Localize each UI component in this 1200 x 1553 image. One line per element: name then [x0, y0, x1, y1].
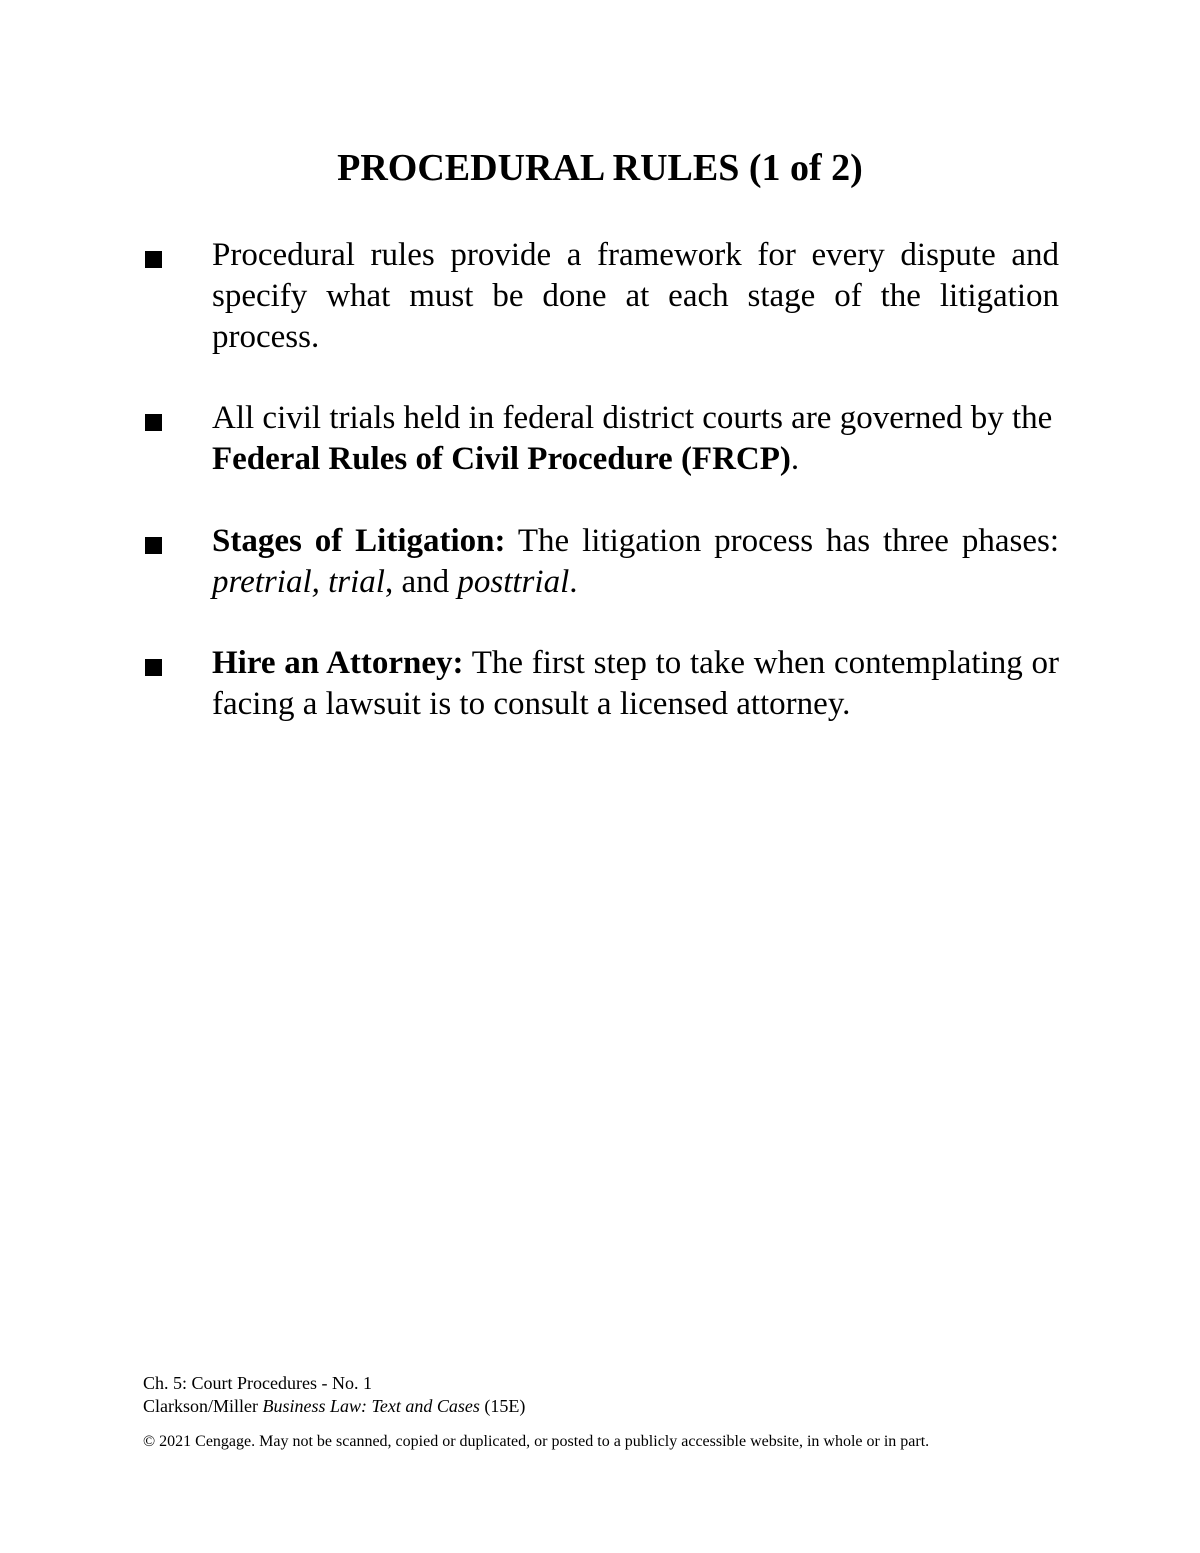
list-item [0, 521, 1200, 603]
footer-book-title: Business Law: Text and Cases [262, 1396, 480, 1416]
bullet-text [212, 235, 1059, 358]
frcp-term: Federal Rules of Civil Procedure (FRCP) [212, 441, 791, 477]
bullet-body-end: . [790, 441, 800, 477]
bullet-heading: Hire an Attorney: [212, 645, 464, 681]
bullet-body: Procedural rules provide a framework for every dispute and specify what must be done at each stage of the litigation process. [212, 237, 1059, 355]
footer-edition: (15E) [479, 1396, 526, 1416]
square-bullet-icon [145, 251, 162, 268]
square-bullet-icon [145, 537, 162, 554]
phase-term-posttrial: posttrial [457, 564, 570, 600]
list-item [0, 235, 1200, 358]
bullet-list [0, 235, 1200, 765]
page-title: PROCEDURAL RULES (1 of 2) [337, 147, 863, 189]
square-bullet-icon [145, 414, 162, 431]
list-item [0, 398, 1200, 480]
page-footer [143, 1372, 929, 1452]
bullet-body: The litigation process has three phases: [505, 523, 1059, 559]
footer-citation [143, 1395, 929, 1418]
bullet-heading: Stages of Litigation: [212, 523, 506, 559]
bullet-body: The first step to take when contemplating or facing a lawsuit is to consult a licensed attorney. [212, 645, 1059, 722]
bullet-text [212, 643, 1059, 725]
footer-authors: Clarkson/Miller [143, 1396, 263, 1416]
bullet-body-mid: , and [384, 564, 458, 600]
bullet-body-end: . [569, 564, 578, 600]
bullet-text [212, 398, 1059, 480]
footer-chapter-line: Ch. 5: Court Procedures - No. 1 [143, 1373, 372, 1393]
square-bullet-icon [145, 659, 162, 676]
list-item [0, 643, 1200, 725]
bullet-body: All civil trials held in federal district courts are governed by the [212, 400, 1053, 436]
phase-terms: pretrial, trial [212, 564, 385, 600]
footer-copyright: © 2021 Cengage. May not be scanned, copied or duplicated, or posted to a publicly accessible website, in whole or in part. [143, 1433, 930, 1450]
bullet-text [212, 521, 1059, 603]
